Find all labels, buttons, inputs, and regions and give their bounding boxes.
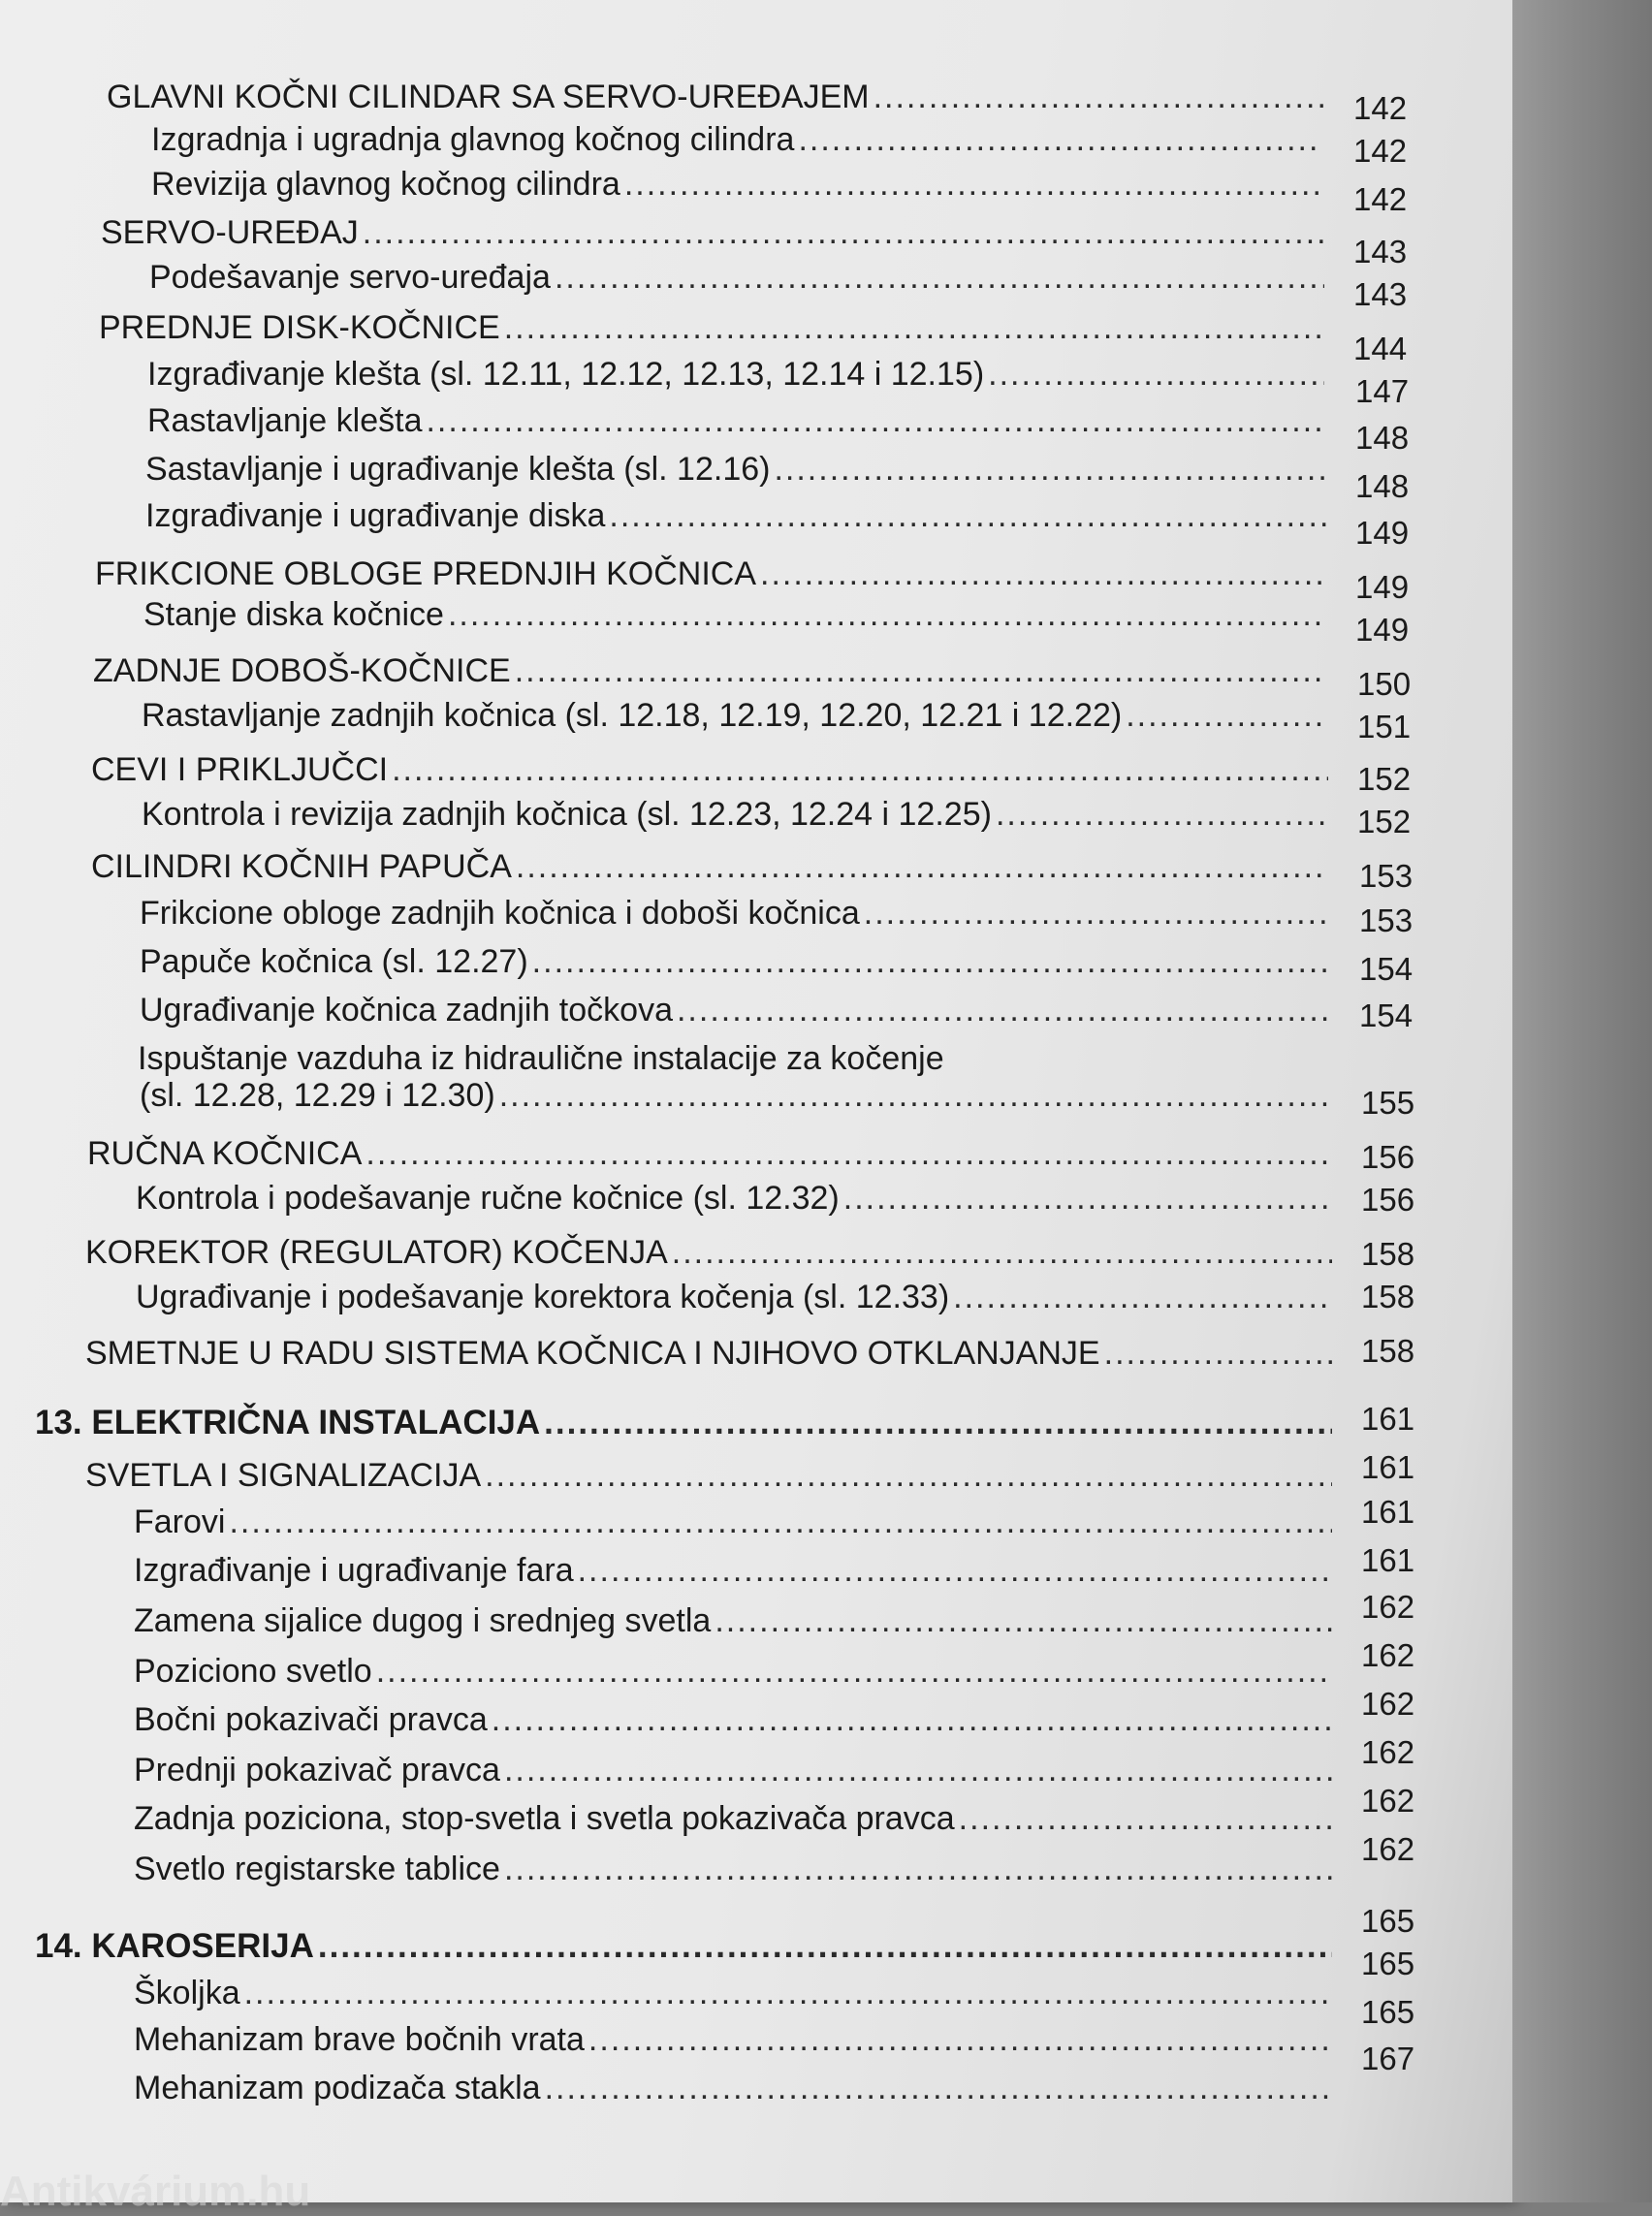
- toc-subsection: [143, 595, 1332, 634]
- page-number: 156: [1361, 1139, 1415, 1175]
- toc-subsection: [140, 991, 1336, 1029]
- leader-dots: [672, 1233, 1332, 1272]
- page-number: 161: [1361, 1401, 1415, 1437]
- toc-subsection: [142, 795, 1334, 834]
- toc-label: Izgrađivanje klešta (sl. 12.11, 12.12, 12.13, 12.14 i 12.15): [147, 356, 985, 393]
- leader-dots: [363, 213, 1324, 252]
- page-number: 155: [1361, 1085, 1415, 1121]
- leader-dots: [448, 595, 1326, 634]
- toc-label: Zadnja poziciona, stop-svetla i svetla pokazivača pravca: [134, 1800, 955, 1837]
- toc-label: Rastavljanje klešta: [147, 402, 423, 439]
- toc-subsection: [134, 1601, 1338, 1640]
- toc-label: CEVI I PRIKLJUČCI: [91, 751, 389, 788]
- leader-dots: [545, 2069, 1332, 2107]
- toc-label: Školjka: [134, 1975, 240, 2011]
- page-number: 149: [1355, 569, 1410, 605]
- leader-dots: [864, 894, 1330, 933]
- leader-dots: [365, 1134, 1332, 1173]
- leader-dots: [504, 308, 1324, 347]
- toc-label: Podešavanje servo-uređaja: [149, 259, 551, 296]
- leader-dots: [392, 750, 1328, 789]
- page-number: 149: [1355, 612, 1410, 648]
- leader-dots: [843, 1179, 1332, 1218]
- toc-section: [107, 78, 1330, 116]
- page-number: 142: [1353, 90, 1408, 126]
- page-number: 158: [1361, 1333, 1415, 1369]
- toc-label: Kontrola i revizija zadnjih kočnica (sl. 12.23, 12.24 i 12.25): [142, 796, 992, 833]
- leader-dots: [988, 355, 1324, 394]
- page-number: 165: [1361, 1946, 1415, 1981]
- watermark: Antikvárium.hu: [0, 2168, 311, 2215]
- toc-section: [101, 213, 1330, 252]
- leader-dots: [515, 651, 1326, 690]
- toc-subsection: [151, 120, 1328, 159]
- leader-dots: [485, 1456, 1332, 1495]
- toc-subsection: [134, 1751, 1338, 1789]
- toc-subsection: [149, 258, 1330, 297]
- leader-dots: [588, 2020, 1332, 2059]
- leader-dots: [229, 1503, 1332, 1541]
- toc-section: [87, 1134, 1338, 1173]
- leader-dots: [609, 496, 1326, 535]
- page-number: 165: [1361, 1994, 1415, 2030]
- toc-subsection: [140, 942, 1336, 981]
- leader-dots: [677, 991, 1330, 1029]
- toc-label: (sl. 12.28, 12.29 i 12.30): [140, 1077, 495, 1114]
- toc-subsection: [142, 696, 1332, 735]
- page-number: 161: [1361, 1449, 1415, 1485]
- leader-dots: [774, 450, 1326, 489]
- page-number: 158: [1361, 1236, 1415, 1272]
- toc-section: [95, 554, 1332, 593]
- leader-dots: [959, 1799, 1332, 1838]
- toc-subsection: [147, 355, 1330, 394]
- toc-label: KOREKTOR (REGULATOR) KOČENJA: [85, 1234, 668, 1271]
- leader-dots: [1126, 696, 1326, 735]
- leader-dots: [504, 1751, 1332, 1789]
- toc-label: Sastavljanje i ugrađivanje klešta (sl. 12.16): [145, 451, 771, 488]
- page-number: 152: [1357, 761, 1412, 797]
- toc-subsection: [134, 2069, 1338, 2107]
- leader-dots: [244, 1974, 1332, 2012]
- toc-subsection: [138, 1039, 944, 1078]
- toc-subsection: [136, 1179, 1338, 1218]
- leader-dots: [798, 120, 1322, 159]
- toc-label: Izgradnja i ugradnja glavnog kočnog cilindra: [151, 121, 795, 158]
- toc-label: Mehanizam brave bočnih vrata: [134, 2021, 585, 2058]
- toc-label: Ugrađivanje i podešavanje korektora kočenja (sl. 12.33): [136, 1279, 950, 1315]
- toc-subsection: [134, 1652, 1338, 1691]
- toc-label: RUČNA KOČNICA: [87, 1135, 363, 1172]
- page-number: 154: [1359, 951, 1414, 987]
- toc-label: Revizija glavnog kočnog cilindra: [151, 166, 620, 203]
- toc-label: Ispuštanje vazduha iz hidraulične instalacije za kočenje: [138, 1040, 944, 1077]
- toc-label: Papuče kočnica (sl. 12.27): [140, 943, 528, 980]
- page-number: 156: [1361, 1182, 1415, 1218]
- toc-section: [85, 1233, 1338, 1272]
- page-number: 148: [1355, 420, 1410, 456]
- toc-section: [85, 1456, 1338, 1495]
- toc-section: [85, 1334, 1338, 1373]
- toc-label: Bočni pokazivači pravca: [134, 1701, 488, 1738]
- page-number: 162: [1361, 1589, 1415, 1625]
- toc-label: Prednji pokazivač pravca: [134, 1752, 500, 1789]
- toc-chapter: [35, 1404, 1338, 1442]
- page-number: 144: [1353, 331, 1408, 366]
- page-number: 150: [1357, 666, 1412, 702]
- leader-dots: [555, 258, 1324, 297]
- toc-subsection: [134, 2020, 1338, 2059]
- toc-label: FRIKCIONE OBLOGE PREDNJIH KOČNICA: [95, 555, 756, 592]
- page-number: 154: [1359, 997, 1414, 1033]
- page-number: 143: [1353, 276, 1408, 312]
- toc-subsection: [136, 1278, 1338, 1316]
- page-number: 143: [1353, 234, 1408, 269]
- page-number: 161: [1361, 1494, 1415, 1530]
- toc-label: GLAVNI KOČNI CILINDAR SA SERVO-UREĐAJEM: [107, 79, 870, 115]
- toc-label: Ugrađivanje kočnica zadnjih točkova: [140, 992, 673, 1029]
- leader-dots: [874, 78, 1324, 116]
- leader-dots: [318, 1927, 1332, 1966]
- toc-label: Mehanizam podizača stakla: [134, 2070, 541, 2106]
- toc-label: Rastavljanje zadnjih kočnica (sl. 12.18, 12.19, 12.20, 12.21 i 12.22): [142, 697, 1123, 734]
- toc-label: SVETLA I SIGNALIZACIJA: [85, 1457, 482, 1494]
- leader-dots: [624, 165, 1322, 204]
- toc-label: PREDNJE DISK-KOČNICE: [99, 309, 500, 346]
- page-edge-background: [1512, 0, 1652, 2202]
- toc-label: Poziciono svetlo: [134, 1653, 372, 1690]
- leader-dots: [996, 795, 1328, 834]
- toc-label: Stanje diska kočnice: [143, 596, 444, 633]
- toc-label: CILINDRI KOČNIH PAPUČA: [91, 848, 512, 885]
- page-number: 148: [1355, 468, 1410, 504]
- toc-subsection: [147, 401, 1330, 440]
- page-number: 158: [1361, 1279, 1415, 1314]
- page-number: 153: [1359, 858, 1414, 894]
- toc-subsection: [134, 1974, 1338, 2012]
- toc-section: [99, 308, 1330, 347]
- leader-dots: [504, 1850, 1332, 1888]
- page-number: 142: [1353, 133, 1408, 169]
- toc-label: Farovi: [134, 1504, 226, 1540]
- page-number: 162: [1361, 1783, 1415, 1819]
- toc-subsection: [140, 894, 1336, 933]
- leader-dots: [426, 401, 1324, 440]
- toc-label: 14. KAROSERIJA: [35, 1927, 314, 1965]
- page-number: 151: [1357, 709, 1412, 744]
- toc-subsection: [134, 1799, 1338, 1838]
- toc-label: SMETNJE U RADU SISTEMA KOČNICA I NJIHOVO OTKLANJANJE: [85, 1335, 1100, 1372]
- leader-dots: [760, 554, 1326, 593]
- leader-dots: [516, 847, 1328, 886]
- page-number: 162: [1361, 1734, 1415, 1770]
- page-number: 162: [1361, 1686, 1415, 1722]
- toc-subsection-continued: [140, 1076, 1338, 1115]
- toc-label: Izgrađivanje i ugrađivanje fara: [134, 1552, 574, 1589]
- toc-chapter: [35, 1927, 1338, 1966]
- toc-subsection: [145, 496, 1332, 535]
- page-number: 153: [1359, 902, 1414, 938]
- leader-dots: [532, 942, 1330, 981]
- toc-section: [91, 847, 1334, 886]
- toc-subsection: [134, 1551, 1338, 1590]
- toc-subsection: [134, 1503, 1338, 1541]
- leader-dots: [715, 1601, 1332, 1640]
- page-number: 142: [1353, 181, 1408, 217]
- page-number: 162: [1361, 1831, 1415, 1867]
- toc-subsection: [145, 450, 1332, 489]
- leader-dots: [578, 1551, 1332, 1590]
- leader-dots: [492, 1700, 1332, 1739]
- toc-label: SERVO-UREĐAJ: [101, 214, 359, 251]
- toc-section: [91, 750, 1334, 789]
- page-number: 161: [1361, 1542, 1415, 1578]
- leader-dots: [953, 1278, 1332, 1316]
- leader-dots: [544, 1404, 1332, 1442]
- page-number: 147: [1355, 373, 1410, 409]
- toc-label: Zamena sijalice dugog i srednjeg svetla: [134, 1602, 712, 1639]
- toc-label: Kontrola i podešavanje ručne kočnice (sl. 12.32): [136, 1180, 840, 1217]
- page-number: 162: [1361, 1637, 1415, 1673]
- toc-label: 13. ELEKTRIČNA INSTALACIJA: [35, 1404, 541, 1441]
- toc-section: [93, 651, 1332, 690]
- toc-label: Izgrađivanje i ugrađivanje diska: [145, 497, 606, 534]
- leader-dots: [376, 1652, 1332, 1691]
- leader-dots: [499, 1076, 1332, 1115]
- page-number: 167: [1361, 2041, 1415, 2076]
- toc-subsection: [134, 1700, 1338, 1739]
- toc-label: Frikcione obloge zadnjih kočnica i doboši kočnica: [140, 895, 860, 932]
- toc-label: Svetlo registarske tablice: [134, 1851, 500, 1887]
- toc-subsection: [151, 165, 1328, 204]
- page-number: 165: [1361, 1903, 1415, 1939]
- toc-subsection: [134, 1850, 1338, 1888]
- toc-label: ZADNJE DOBOŠ-KOČNICE: [93, 652, 511, 689]
- page-number: 152: [1357, 804, 1412, 839]
- page-number: 149: [1355, 515, 1410, 551]
- leader-dots: [1104, 1334, 1332, 1373]
